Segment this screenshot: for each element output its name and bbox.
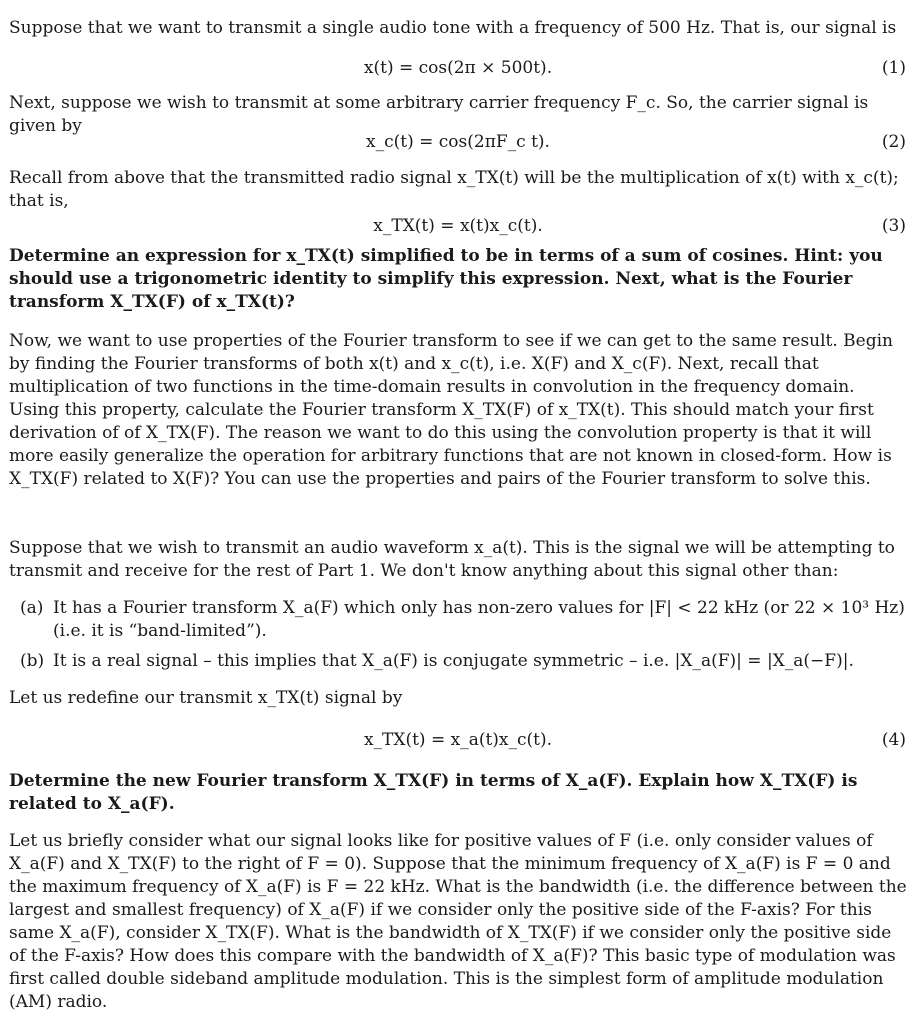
intro-paragraph-1: Suppose that we want to transmit a single audio tone with a frequency of 500 Hz. That is, our signal is xyxy=(9,18,897,38)
equation-2-formula: x_c(t) = cos(2πF_c t). xyxy=(366,132,550,152)
equation-1-formula: x(t) = cos(2π × 500t). xyxy=(363,58,553,78)
condition-item-b-label: (b) xyxy=(20,651,45,671)
equation-4-number: (4) xyxy=(881,730,906,750)
convolution-paragraph: Now, we want to use properties of the Fourier transform to see if we can get to the same result. Begin by finding the Fourier transforms of both x(t) and x_c(t), i.e. X(F) and X_c(F). Next, recall that multiplication of two functions in the time-domain results in convolution in the frequency domain. Using this property, calculate the Fourier transform X_TX(F) of x_TX(t). This should match your first derivation of of X_TX(F). The reason we want to do this using the convolution property is that it will more easily generalize the operation for arbitrary functions that are not known in closed-form. How is X_TX(F) related to X(F)? You can use the properties and pairs of the Fourier transform to solve this. xyxy=(9,331,894,489)
task-2-paragraph: Determine the new Fourier transform X_TX(F) in terms of X_a(F). Explain how X_TX(F) is related to X_a(F). xyxy=(9,771,858,814)
condition-item-b xyxy=(20,650,906,673)
condition-item-a-label: (a) xyxy=(20,598,44,618)
equation-3-number: (3) xyxy=(881,216,906,236)
intro-paragraph-3: Recall from above that the transmitted radio signal x_TX(t) will be the multiplication of x(t) with x_c(t); that is, xyxy=(9,168,899,211)
waveform-intro-paragraph: Suppose that we wish to transmit an audio waveform x_a(t). This is the signal we will be attempting to transmit and receive for the rest of Part 1. We don't know anything about this signal other than: xyxy=(9,538,895,581)
equation-4-formula: x_TX(t) = x_a(t)x_c(t). xyxy=(363,730,553,750)
equation-4 xyxy=(0,729,916,752)
equation-3 xyxy=(0,215,916,238)
condition-item-b-text: It is a real signal – this implies that X_a(F) is conjugate symmetric – i.e. |X_a(F)| = |X_a(−F)|. xyxy=(53,651,854,671)
equation-2-number: (2) xyxy=(881,132,906,152)
bandwidth-paragraph: Let us briefly consider what our signal looks like for positive values of F (i.e. only consider values of X_a(F) and X_TX(F) to the right of F = 0). Suppose that the minimum frequency of X_a(F) is F = 0 and the maximum frequency of X_a(F) is F = 22 kHz. What is the bandwidth (i.e. the difference between the largest and smallest frequency) of X_a(F) if we consider only the positive side of the F-axis? For this same X_a(F), consider X_TX(F). What is the bandwidth of X_TX(F) if we consider only the positive side of the F-axis? How does this compare with the bandwidth of X_a(F)? This basic type of modulation was first called double sideband amplitude modulation. This is the simplest form of amplitude modulation (AM) radio. xyxy=(9,831,907,1012)
equation-1 xyxy=(0,57,916,80)
intro-paragraph-2: Next, suppose we wish to transmit at some arbitrary carrier frequency F_c. So, the carrier signal is given by xyxy=(9,93,869,136)
task-1-paragraph: Determine an expression for x_TX(t) simplified to be in terms of a sum of cosines. Hint: you should use a trigonometric identity to simplify this expression. Next, what is the Fourier transform X_TX(F) of x_TX(t)? xyxy=(9,246,883,312)
redefine-paragraph: Let us redefine our transmit x_TX(t) signal by xyxy=(9,688,403,708)
condition-item-a-text: It has a Fourier transform X_a(F) which only has non-zero values for |F| < 22 kHz (or 22 × 10³ Hz) (i.e. it is “band-limited”). xyxy=(53,598,905,641)
equation-1-number: (1) xyxy=(881,58,906,78)
condition-item-a xyxy=(20,597,906,643)
equation-2 xyxy=(0,131,916,154)
equation-3-formula: x_TX(t) = x(t)x_c(t). xyxy=(373,216,543,236)
